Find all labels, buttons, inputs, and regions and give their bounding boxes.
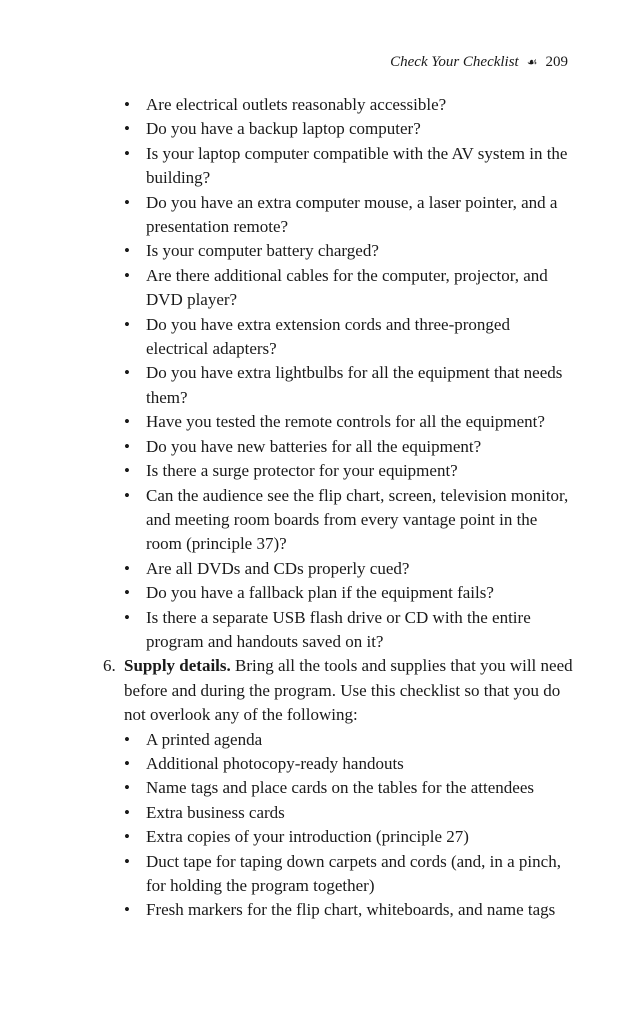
- list-item: • A printed agenda: [146, 728, 574, 752]
- section-paragraph: [124, 654, 574, 727]
- section-lead: Supply details.: [124, 656, 231, 676]
- list-item: • Do you have a fallback plan if the equipment fails?: [146, 581, 574, 605]
- list-item: • Are there additional cables for the computer, projector, and DVD player?: [146, 264, 574, 313]
- fleuron-icon: ☙: [526, 55, 538, 69]
- equipment-checklist: [0, 93, 624, 654]
- list-item: • Is there a separate USB flash drive or CD with the entire program and handouts saved on it?: [146, 606, 574, 655]
- page-number: 209: [545, 54, 568, 70]
- list-item: • Extra copies of your introduction (principle 27): [146, 825, 574, 849]
- supplies-checklist: [124, 728, 574, 923]
- list-item: • Do you have extra lightbulbs for all the equipment that needs them?: [146, 361, 574, 410]
- list-item: • Additional photocopy-ready handouts: [146, 752, 574, 776]
- body-text: [0, 93, 624, 923]
- list-item: • Are electrical outlets reasonably accessible?: [146, 93, 574, 117]
- list-item: • Do you have new batteries for all the equipment?: [146, 435, 574, 459]
- list-item: • Is there a surge protector for your equipment?: [146, 459, 574, 483]
- section-text: Bring all the tools and supplies that you will need before and during the program. Use this checklist so that you do not overlook any of the following:: [124, 656, 573, 725]
- list-item: • Fresh markers for the flip chart, whiteboards, and name tags: [146, 898, 574, 922]
- list-item: • Is your laptop computer compatible with the AV system in the building?: [146, 142, 574, 191]
- list-item: • Can the audience see the flip chart, screen, television monitor, and meeting room boards from every vantage point in the room (principle 37)?: [146, 484, 574, 557]
- chapter-title: Check Your Checklist: [390, 54, 519, 70]
- list-item: • Extra business cards: [146, 801, 574, 825]
- list-item: • Have you tested the remote controls for all the equipment?: [146, 410, 574, 434]
- running-head: [390, 54, 568, 71]
- list-item: • Are all DVDs and CDs properly cued?: [146, 557, 574, 581]
- list-item: • Do you have a backup laptop computer?: [146, 117, 574, 141]
- list-item: • Do you have an extra computer mouse, a laser pointer, and a presentation remote?: [146, 191, 574, 240]
- supply-details-section: [0, 654, 624, 922]
- list-item: • Name tags and place cards on the tables for the attendees: [146, 776, 574, 800]
- list-item: • Is your computer battery charged?: [146, 239, 574, 263]
- section-number: 6.: [103, 656, 116, 676]
- list-item: • Duct tape for taping down carpets and cords (and, in a pinch, for holding the program together): [146, 850, 574, 899]
- list-item: • Do you have extra extension cords and three-pronged electrical adapters?: [146, 313, 574, 362]
